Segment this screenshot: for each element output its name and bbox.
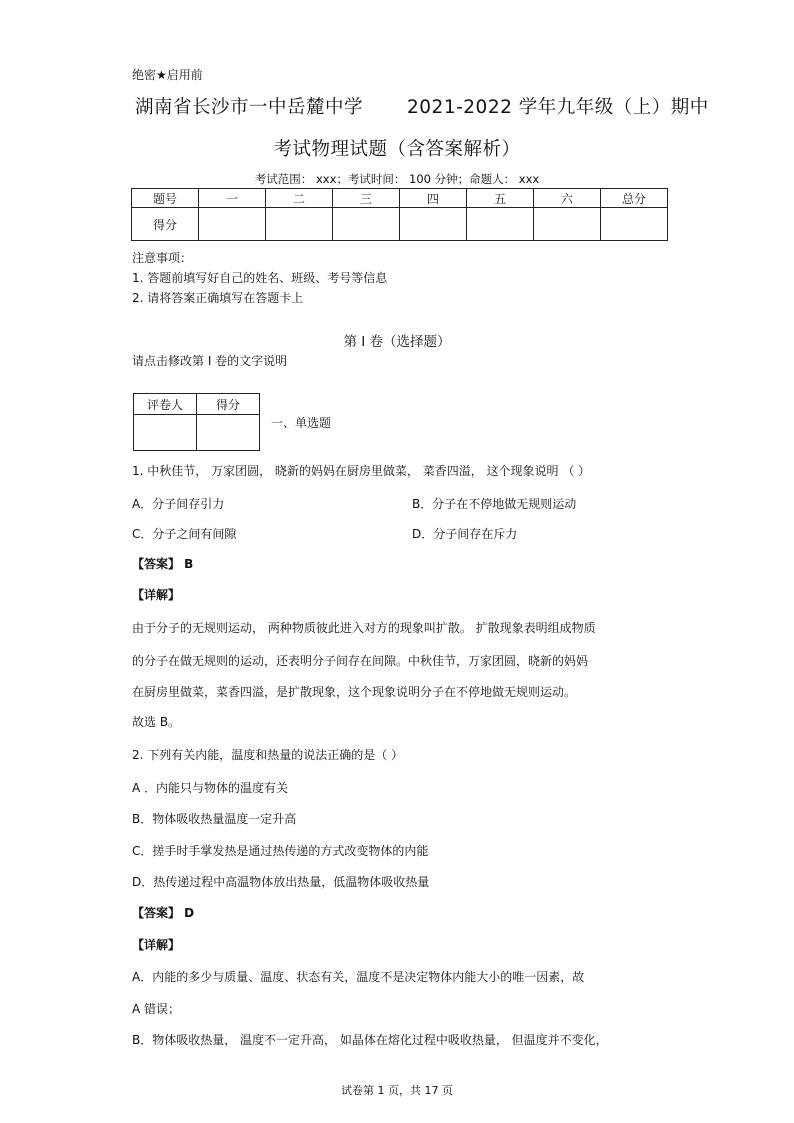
question-1-answer: 【答案】 B [132,557,194,571]
score-cell [266,208,333,241]
notice-title: 注意事项： [132,251,193,265]
question-1-option-d: D．分子间存在斥力 [412,527,518,541]
exam-title-school: 湖南省长沙市一中岳麓中学 [135,97,364,118]
grader-header: 得分 [197,394,260,415]
exam-title-line2: 考试物理试题（含答案解析） [273,139,521,160]
score-header-cell: 一 [199,189,266,208]
page-footer: 试卷第 1 页，共 17 页 [341,1084,453,1097]
section-title: 第 I 卷（选择题） [343,334,451,350]
confidential-label: 绝密★启用前 [132,68,203,82]
question-2-option-c: C．搓手时手掌发热是通过热传递的方式改变物体的内能 [132,844,429,858]
grader-header: 评卷人 [134,394,197,415]
notice-item: 2. 请将答案正确填写在答题卡上 [132,291,304,305]
score-header-cell: 总分 [601,189,668,208]
score-cell [467,208,534,241]
grader-cell [197,415,260,451]
score-header-cell: 五 [467,189,534,208]
question-1-option-a: A．分子间存引力 [132,497,225,511]
score-row-label: 得分 [132,208,199,241]
section-description: 请点击修改第 I 卷的文字说明 [132,354,288,368]
score-table [131,188,668,241]
question-2-detail-label: 【详解】 [132,938,181,952]
question-2-stem: 2. 下列有关内能，温度和热量的说法正确的是（ ） [132,748,404,762]
question-2-answer: 【答案】 D [132,906,195,920]
question-1-detail-line: 在厨房里做菜，菜香四溢，是扩散现象，这个现象说明分子在不停地做无规则运动。 [132,685,577,699]
notice-item: 1. 答题前填写好自己的姓名、班级、考号等信息 [132,271,388,285]
question-1-detail-line: 由于分子的无规则运动， 两种物质彼此进入对方的现象叫扩散。 扩散现象表明组成物质 [132,621,596,635]
score-cell [534,208,601,241]
exam-title-line1 [135,93,709,119]
exam-title-year: 2021-2022 学年九年级（上）期中 [407,97,709,118]
question-2-option-d: D．热传递过程中高温物体放出热量，低温物体吸收热量 [132,875,430,889]
score-header-cell: 题号 [132,189,199,208]
score-header-cell: 六 [534,189,601,208]
question-2-detail-line: A．内能的多少与质量、温度、状态有关，温度不是决定物体内能大小的唯一因素，故 [132,970,585,984]
question-type-heading: 一、单选题 [271,416,332,430]
question-1-option-c: C．分子之间有间隙 [132,527,237,541]
question-1-detail-label: 【详解】 [132,588,181,602]
question-2-option-b: B．物体吸收热量温度一定升高 [132,812,297,826]
exam-meta-info: 考试范围： xxx；考试时间： 100 分钟；命题人： xxx [254,172,540,186]
question-1-option-b: B．分子在不停地做无规则运动 [412,497,577,511]
question-1-detail-line: 故选 B。 [132,715,181,729]
score-header-cell: 三 [333,189,400,208]
score-cell [199,208,266,241]
question-2-detail-line: A 错误； [132,1002,181,1016]
grader-cell [134,415,197,451]
score-cell [333,208,400,241]
question-1-stem: 1. 中秋佳节， 万家团圆， 晓新的妈妈在厨房里做菜， 菜香四溢， 这个现象说明 （ ） [132,464,591,478]
question-1-detail-line: 的分子在做无规则的运动，还表明分子间存在间隙。中秋佳节，万家团圆，晓新的妈妈 [132,654,589,668]
notice-block [132,248,387,308]
question-2-option-a: A ．内能只与物体的温度有关 [132,781,289,795]
question-2-detail-line: B．物体吸收热量， 温度不一定升高， 如晶体在熔化过程中吸收热量， 但温度并不变化， [132,1033,608,1047]
score-cell [601,208,668,241]
score-cell [400,208,467,241]
grader-table [133,393,260,451]
score-header-cell: 二 [266,189,333,208]
score-header-cell: 四 [400,189,467,208]
